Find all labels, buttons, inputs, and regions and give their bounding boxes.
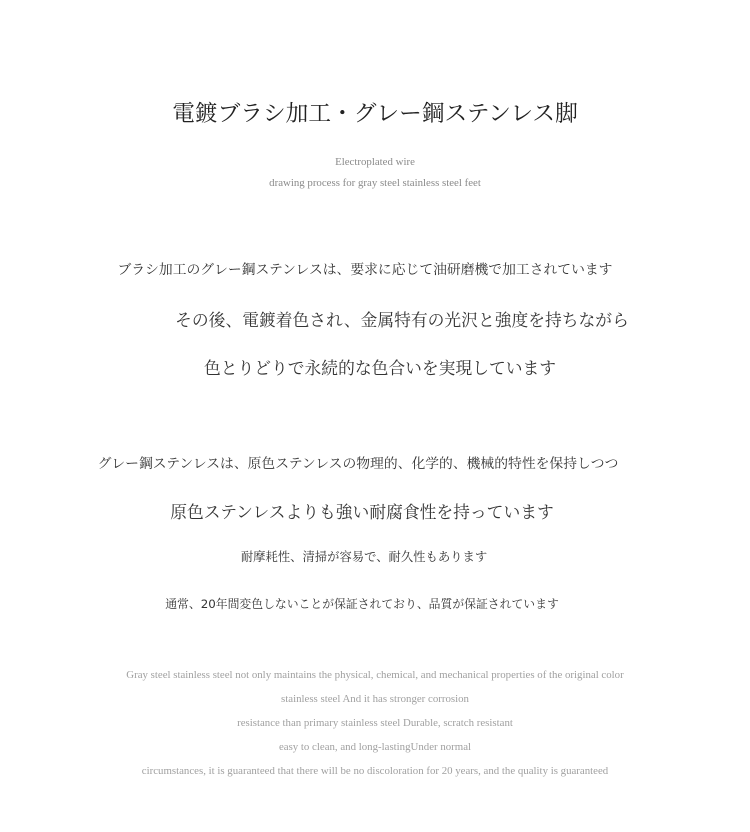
english-line-5: circumstances, it is guaranteed that there will be no discoloration for 20 years, and the quality is guaranteed — [141, 765, 609, 777]
color-text: 色とりどりで永続的な色合いを実現しています — [203, 358, 557, 378]
durability-text: 耐摩耗性、清掃が容易で、耐久性もあります — [240, 550, 488, 564]
subtitle-line-2: drawing process for gray steel stainless steel feet — [269, 177, 481, 189]
english-line-1: Gray steel stainless steel not only maintains the physical, chemical, and mechanical properties of the original color — [126, 669, 624, 681]
guarantee-text: 通常、20年間変色しないことが保証されており、品質が保証されています — [165, 597, 559, 611]
english-line-4: easy to clean, and long-lastingUnder normal — [278, 741, 472, 753]
english-line-3: resistance than primary stainless steel Durable, scratch resistant — [237, 717, 513, 729]
subtitle-line-1: Electroplated wire — [335, 156, 415, 168]
corrosion-text: 原色ステンレスよりも強い耐腐食性を持っています — [170, 502, 554, 522]
page-title: 電鍍ブラシ加工・グレー鋼ステンレス脚 — [172, 101, 578, 127]
properties-text: グレー鋼ステンレスは、原色ステンレスの物理的、化学的、機械的特性を保持しつつ — [97, 456, 619, 472]
brush-process-text: ブラシ加工のグレー鋼ステンレスは、要求に応じて油研磨機で加工されています — [117, 262, 613, 278]
plating-text: その後、電鍍着色され、金属特有の光沢と強度を持ちながら — [175, 310, 629, 330]
english-line-2: stainless steel And it has stronger corrosion — [281, 693, 469, 705]
